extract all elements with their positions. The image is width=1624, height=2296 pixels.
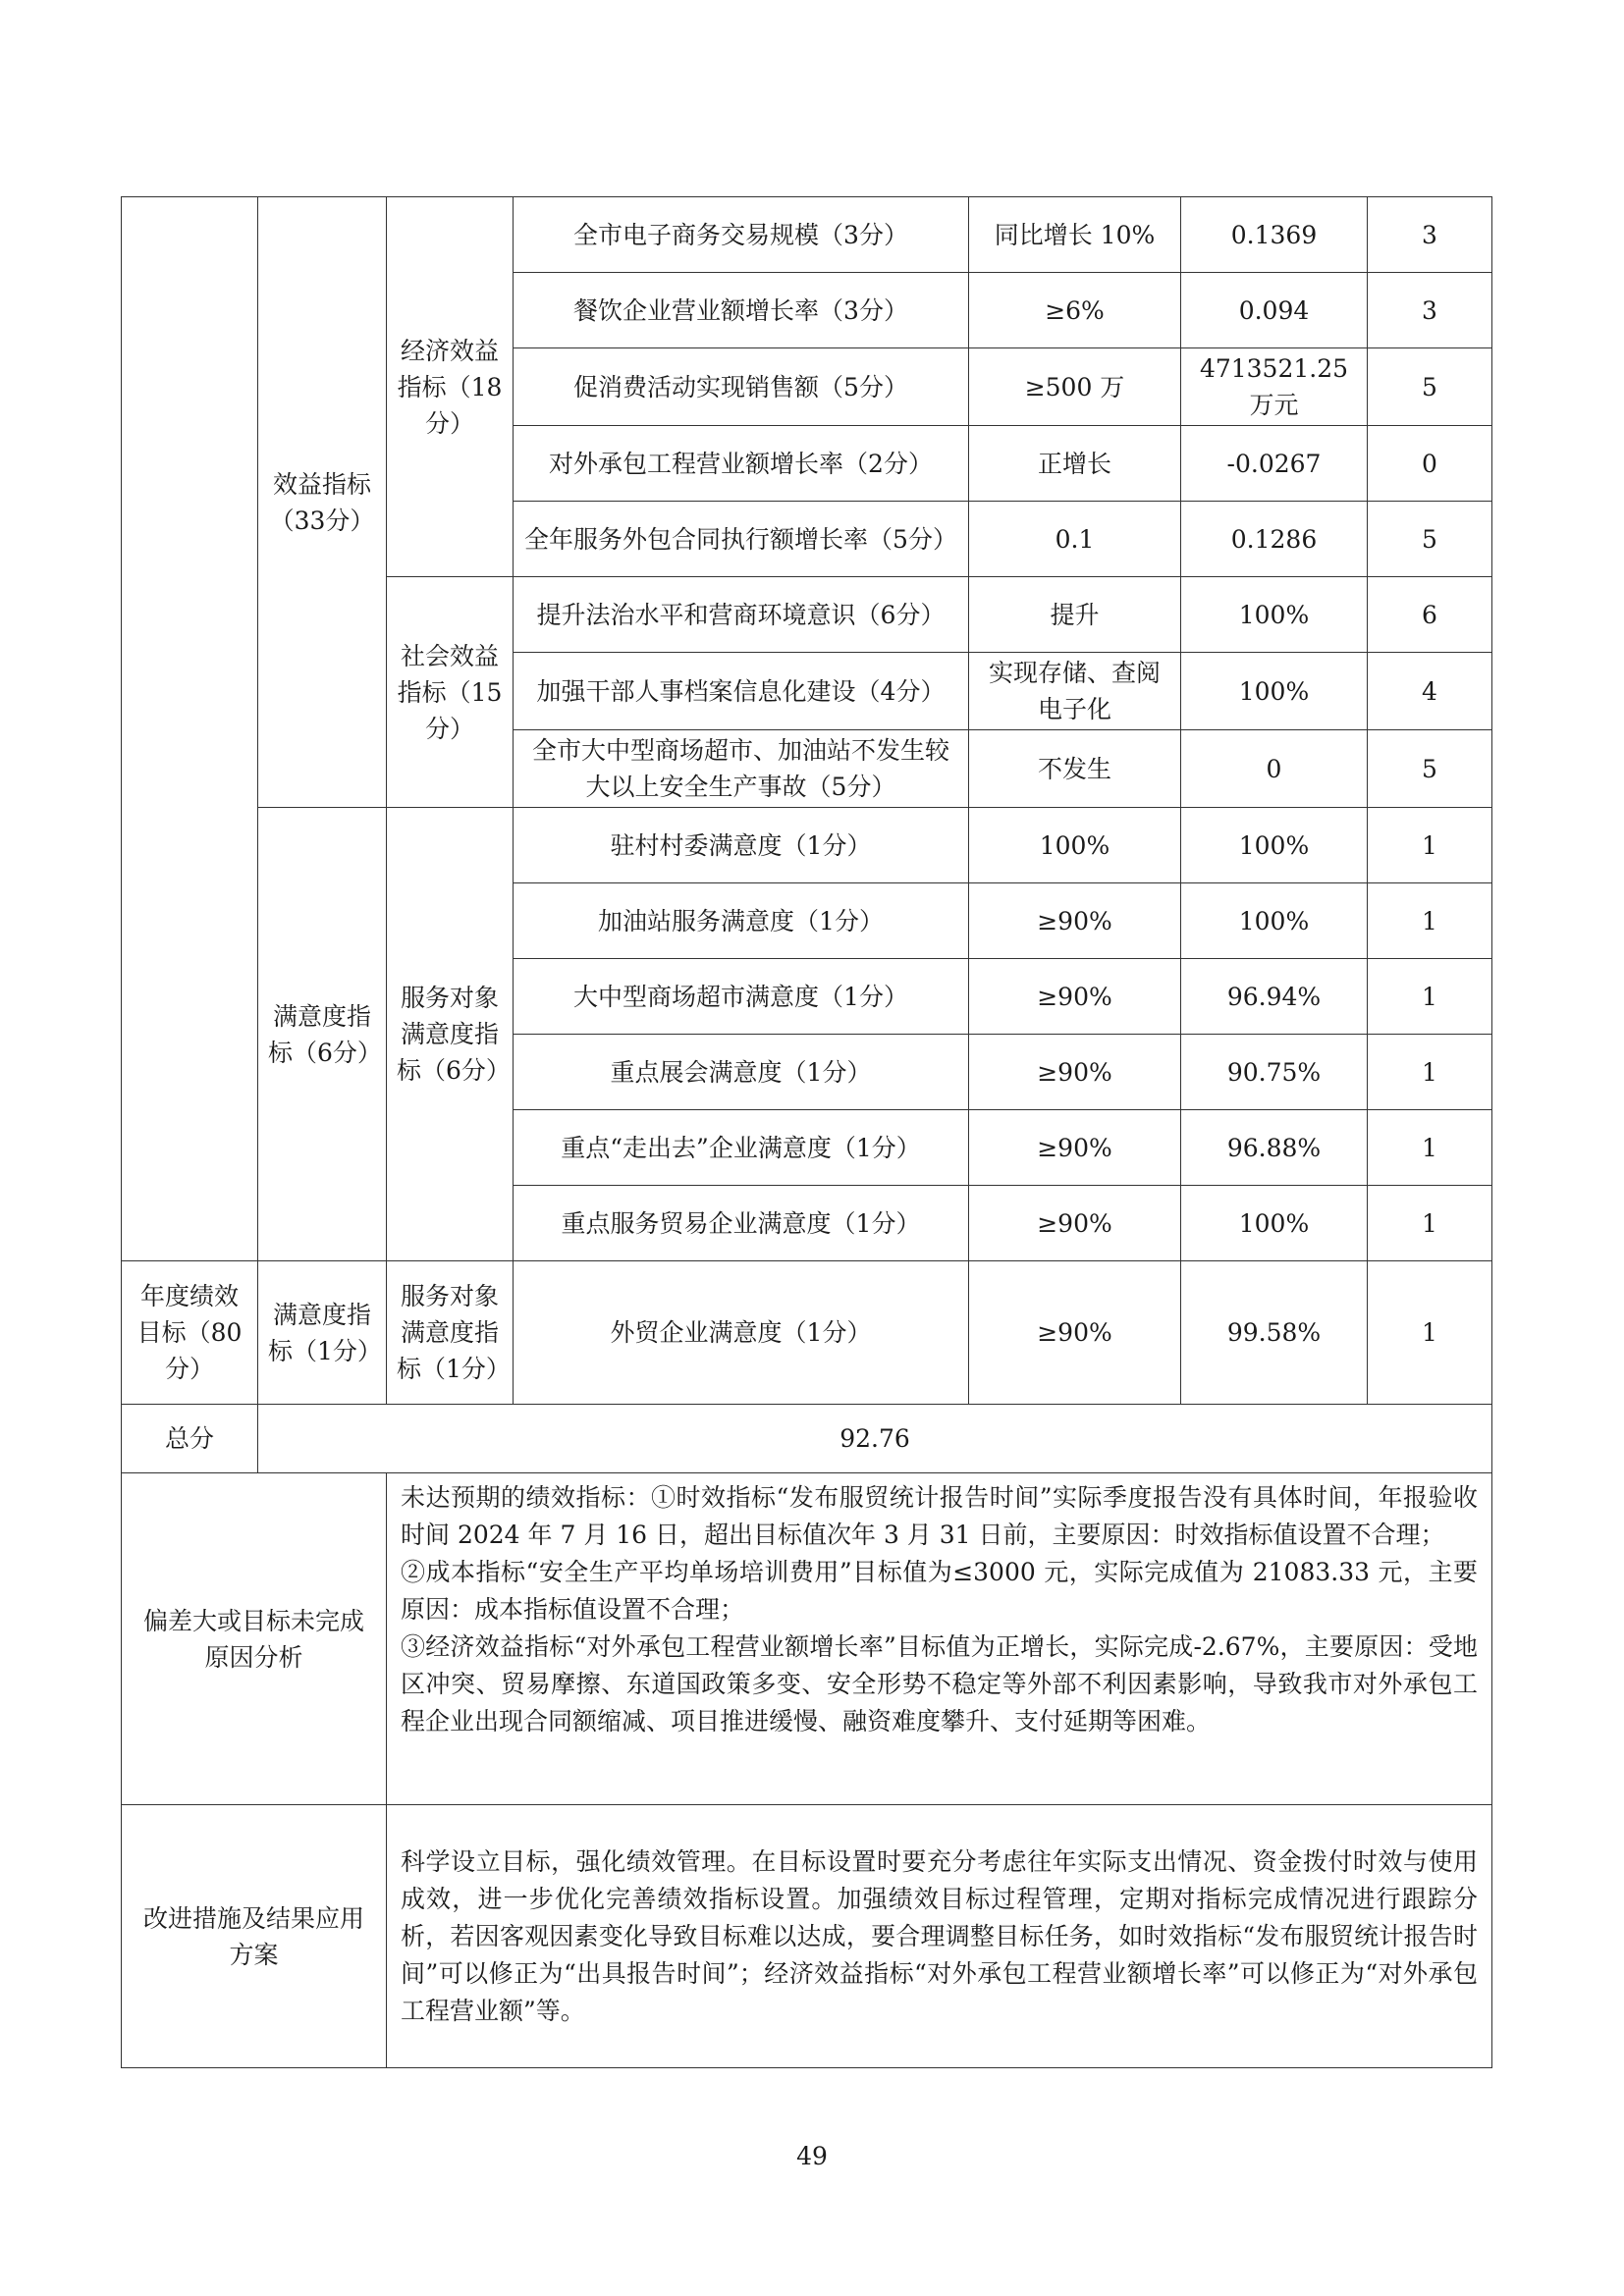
target-value: 实现存储、查阅电子化	[969, 653, 1181, 730]
target-value: ≥90%	[969, 1261, 1181, 1405]
annual-goal-cell: 年度绩效目标（80分）	[122, 1261, 258, 1405]
table-row	[122, 197, 1492, 273]
indicator-name: 全年服务外包合同执行额增长率（5分）	[514, 502, 969, 577]
improvement-row	[122, 1805, 1492, 2068]
actual-value: 0.1286	[1181, 502, 1368, 577]
target-value: ≥90%	[969, 1110, 1181, 1186]
score-value: 1	[1368, 808, 1492, 883]
satisfaction-indicator-group: 满意度指标（6分）	[258, 808, 387, 1261]
target-value: ≥90%	[969, 1186, 1181, 1261]
satisfaction-indicator-1-cell: 满意度指标（1分）	[258, 1261, 387, 1405]
actual-value: 100%	[1181, 883, 1368, 959]
blank-category-cell	[122, 197, 258, 1261]
page-number: 49	[796, 2142, 828, 2170]
score-value: 5	[1368, 502, 1492, 577]
score-value: 3	[1368, 197, 1492, 273]
actual-value: 96.94%	[1181, 959, 1368, 1035]
indicator-name: 加油站服务满意度（1分）	[514, 883, 969, 959]
deviation-paragraph-2: ②成本指标“安全生产平均单场培训费用”目标值为≤3000 元，实际完成值为 21083.33 元，主要原因：成本指标值设置不合理；	[401, 1558, 1478, 1624]
indicator-name: 对外承包工程营业额增长率（2分）	[514, 426, 969, 502]
indicator-name: 驻村村委满意度（1分）	[514, 808, 969, 883]
actual-value: 96.88%	[1181, 1110, 1368, 1186]
actual-value: 100%	[1181, 577, 1368, 653]
social-benefit-group: 社会效益指标（15分）	[387, 577, 514, 808]
score-value: 3	[1368, 273, 1492, 348]
target-value: ≥90%	[969, 883, 1181, 959]
performance-table	[121, 196, 1492, 2068]
indicator-name: 提升法治水平和营商环境意识（6分）	[514, 577, 969, 653]
deviation-label: 偏差大或目标未完成原因分析	[122, 1473, 387, 1805]
deviation-analysis	[387, 1473, 1492, 1805]
improvement-label: 改进措施及结果应用方案	[122, 1805, 387, 2068]
score-value: 1	[1368, 1186, 1492, 1261]
deviation-paragraph-3: ③经济效益指标“对外承包工程营业额增长率”目标值为正增长，实际完成-2.67%，主要原因：受地区冲突、贸易摩擦、东道国政策多变、安全形势不稳定等外部不利因素影响，导致我市对外承包工程企业出现合同额缩减、项目推进缓慢、融资难度攀升、支付延期等困难。	[401, 1632, 1478, 1735]
benefit-indicator-group: 效益指标（33分）	[258, 197, 387, 808]
target-value: 同比增长 10%	[969, 197, 1181, 273]
actual-value: 100%	[1181, 653, 1368, 730]
indicator-name: 外贸企业满意度（1分）	[514, 1261, 969, 1405]
indicator-name: 全市电子商务交易规模（3分）	[514, 197, 969, 273]
indicator-name: 促消费活动实现销售额（5分）	[514, 348, 969, 426]
target-value: 正增长	[969, 426, 1181, 502]
target-value: ≥90%	[969, 1035, 1181, 1110]
actual-value: 99.58%	[1181, 1261, 1368, 1405]
score-value: 5	[1368, 348, 1492, 426]
score-value: 4	[1368, 653, 1492, 730]
score-value: 5	[1368, 730, 1492, 808]
target-value: ≥500 万	[969, 348, 1181, 426]
score-value: 6	[1368, 577, 1492, 653]
score-value: 1	[1368, 1261, 1492, 1405]
actual-value: -0.0267	[1181, 426, 1368, 502]
improvement-text: 科学设立目标，强化绩效管理。在目标设置时要充分考虑往年实际支出情况、资金拨付时效与使用成效，进一步优化完善绩效指标设置。加强绩效目标过程管理，定期对指标完成情况进行跟踪分析，若因客观因素变化导致目标难以达成，要合理调整目标任务，如时效指标“发布服贸统计报告时间”可以修正为“出具报告时间”；经济效益指标“对外承包工程营业额增长率”可以修正为“对外承包工程营业额”等。	[387, 1805, 1492, 2068]
actual-value: 0	[1181, 730, 1368, 808]
table-row	[122, 1261, 1492, 1405]
actual-value: 90.75%	[1181, 1035, 1368, 1110]
indicator-name: 重点“走出去”企业满意度（1分）	[514, 1110, 969, 1186]
total-row	[122, 1405, 1492, 1473]
actual-value: 0.1369	[1181, 197, 1368, 273]
actual-value: 4713521.25 万元	[1181, 348, 1368, 426]
total-value: 92.76	[258, 1405, 1492, 1473]
target-value: 不发生	[969, 730, 1181, 808]
target-value: 提升	[969, 577, 1181, 653]
actual-value: 0.094	[1181, 273, 1368, 348]
deviation-paragraph-1: 未达预期的绩效指标：①时效指标“发布服贸统计报告时间”实际季度报告没有具体时间，年报验收时间 2024 年 7 月 16 日，超出目标值次年 3 月 31 日前，主要原因：时效指标值设置不合理；	[401, 1483, 1478, 1549]
indicator-name: 重点展会满意度（1分）	[514, 1035, 969, 1110]
economic-benefit-group: 经济效益指标（18分）	[387, 197, 514, 577]
table-row	[122, 808, 1492, 883]
target-value: ≥90%	[969, 959, 1181, 1035]
service-satisfaction-1-cell: 服务对象满意度指标（1分）	[387, 1261, 514, 1405]
target-value: 100%	[969, 808, 1181, 883]
total-label: 总分	[122, 1405, 258, 1473]
service-satisfaction-group: 服务对象满意度指标（6分）	[387, 808, 514, 1261]
indicator-name: 加强干部人事档案信息化建设（4分）	[514, 653, 969, 730]
actual-value: 100%	[1181, 1186, 1368, 1261]
score-value: 1	[1368, 959, 1492, 1035]
score-value: 0	[1368, 426, 1492, 502]
deviation-row	[122, 1473, 1492, 1805]
indicator-name: 全市大中型商场超市、加油站不发生较大以上安全生产事故（5分）	[514, 730, 969, 808]
score-value: 1	[1368, 1110, 1492, 1186]
actual-value: 100%	[1181, 808, 1368, 883]
indicator-name: 餐饮企业营业额增长率（3分）	[514, 273, 969, 348]
target-value: 0.1	[969, 502, 1181, 577]
indicator-name: 大中型商场超市满意度（1分）	[514, 959, 969, 1035]
score-value: 1	[1368, 883, 1492, 959]
indicator-name: 重点服务贸易企业满意度（1分）	[514, 1186, 969, 1261]
score-value: 1	[1368, 1035, 1492, 1110]
target-value: ≥6%	[969, 273, 1181, 348]
